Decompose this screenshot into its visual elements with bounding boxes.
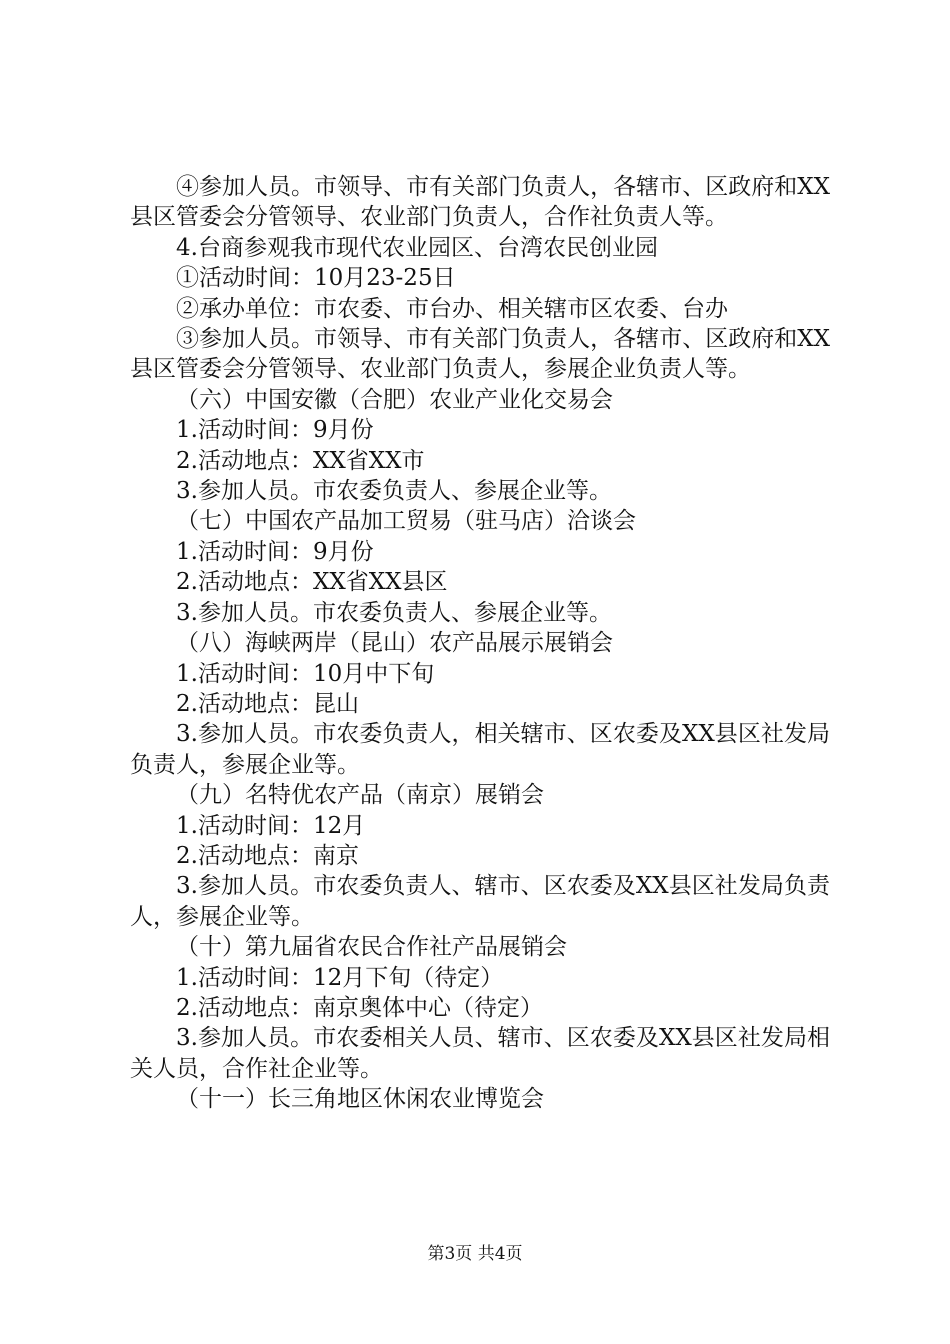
section-ten-attendees: 3.参加人员。市农委相关人员、辖市、区农委及XX县区社发局相关人员，合作社企业等。 xyxy=(130,1025,830,1082)
section-eight-attendees: 3.参加人员。市农委负责人，相关辖市、区农委及XX县区社发局负责人，参展企业等。 xyxy=(130,721,830,778)
taiwan-visit-organizer: ②承办单位：市农委、市台办、相关辖市区农委、台办 xyxy=(176,295,728,322)
paragraph-attendees-4: ④参加人员。市领导、市有关部门负责人，各辖市、区政府和XX县区管委会分管领导、农业部门负责人，合作社负责人等。 xyxy=(130,174,830,231)
section-seven-title: （七）中国农产品加工贸易（驻马店）洽谈会 xyxy=(176,508,636,535)
section-ten-location: 2.活动地点：南京奥体中心（待定） xyxy=(176,994,543,1021)
page-number-footer: 第3页 共4页 xyxy=(427,1244,523,1264)
section-ten-title: （十）第九届省农民合作社产品展销会 xyxy=(176,934,567,961)
section-eleven-title: （十一）长三角地区休闲农业博览会 xyxy=(176,1086,544,1113)
section-ten-time: 1.活动时间：12月下旬（待定） xyxy=(176,964,504,991)
section-six-location: 2.活动地点：XX省XX市 xyxy=(176,447,425,474)
section-six-time: 1.活动时间：9月份 xyxy=(176,417,374,444)
section-eight-location: 2.活动地点：昆山 xyxy=(176,690,359,717)
section-nine-time: 1.活动时间：12月 xyxy=(176,812,366,839)
section-seven-time: 1.活动时间：9月份 xyxy=(176,538,374,565)
section-eight-time: 1.活动时间：10月中下旬 xyxy=(176,660,435,687)
section-seven-attendees: 3.参加人员。市农委负责人、参展企业等。 xyxy=(176,599,612,626)
section-six-title: （六）中国安徽（合肥）农业产业化交易会 xyxy=(176,386,613,413)
taiwan-visit-attendees: ③参加人员。市领导、市有关部门负责人，各辖市、区政府和XX县区管委会分管领导、农业部门负责人，参展企业负责人等。 xyxy=(130,326,830,383)
section-nine-title: （九）名特优农产品（南京）展销会 xyxy=(176,782,544,809)
section-six-attendees: 3.参加人员。市农委负责人、参展企业等。 xyxy=(176,478,612,505)
section-seven-location: 2.活动地点：XX省XX县区 xyxy=(176,569,448,596)
section-nine-location: 2.活动地点：南京 xyxy=(176,842,359,869)
document-body xyxy=(130,172,830,1115)
section-eight-title: （八）海峡两岸（昆山）农产品展示展销会 xyxy=(176,630,613,657)
section-nine-attendees: 3.参加人员。市农委负责人、辖市、区农委及XX县区社发局负责人，参展企业等。 xyxy=(130,873,830,930)
taiwan-visit-time: ①活动时间：10月23-25日 xyxy=(176,265,456,292)
item-taiwan-visit-title: 4.台商参观我市现代农业园区、台湾农民创业园 xyxy=(176,234,658,261)
